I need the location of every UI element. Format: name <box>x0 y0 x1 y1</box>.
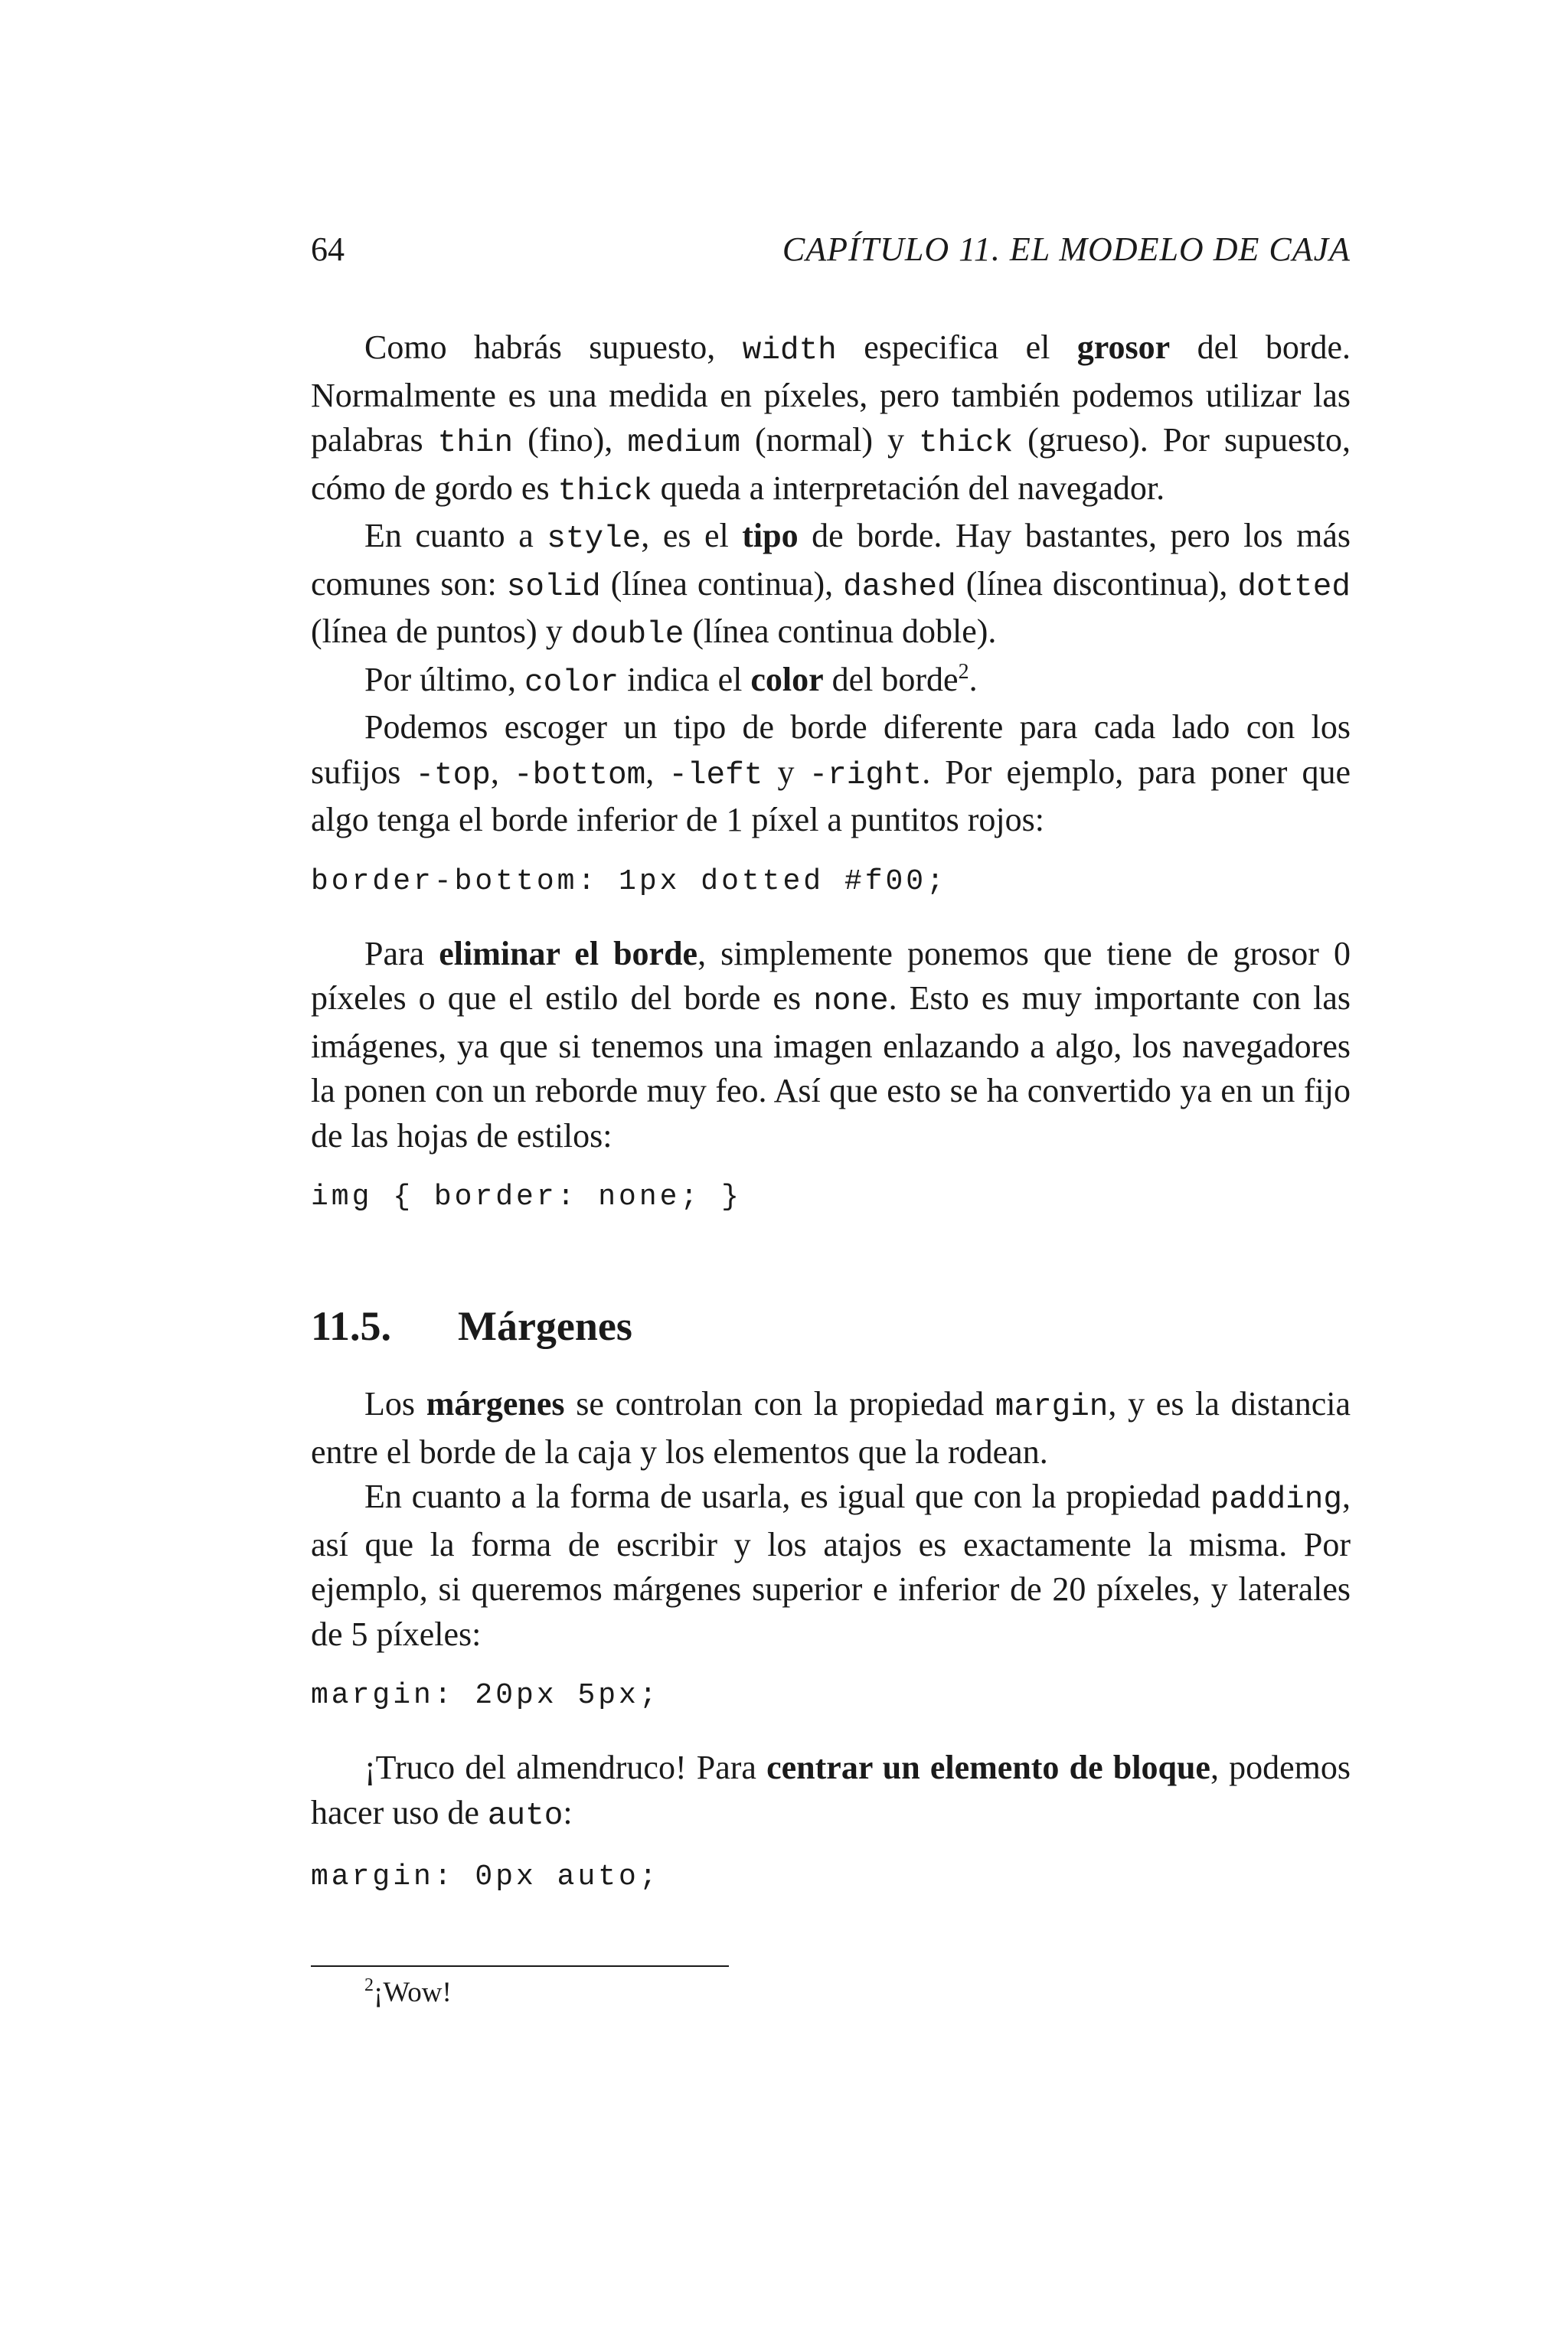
paragraph-margins-intro: Los márgenes se controlan con la propiedad margin, y es la distancia entre el borde de la caja y los elementos que la rodean. <box>311 1385 1351 1471</box>
paragraph-margins-usage: En cuanto a la forma de usarla, es igual que con la propiedad padding, así que la forma de escribir y los atajos es exactamente la misma. Por ejemplo, si queremos márgenes superior e inferior de 20 píxeles, y laterales de 5 píxeles: <box>311 1478 1351 1653</box>
code-border-bottom: border-bottom: 1px dotted #f00; <box>311 864 947 898</box>
paragraph-border-width: Como habrás supuesto, width especifica el grosor del borde. Normalmente es una medida en píxeles, pero también podemos utilizar las palabras thin (fino), medium (normal) y thick (grueso). Por supuesto, cómo de gordo es thick queda a interpretación del navegador. <box>311 328 1351 509</box>
paragraph-border-color: Por último, color indica el color del borde$^2$. <box>364 659 978 701</box>
section-heading <box>311 1299 1351 1353</box>
footnote-reference[interactable]: 2 <box>958 659 969 684</box>
footnote-text: ¡Wow! <box>374 1977 452 2008</box>
running-header <box>311 230 1351 276</box>
code-margin-auto: margin: 0px auto; <box>311 1860 660 1893</box>
paragraph-border-style: En cuanto a style, es el tipo de borde. Hay bastantes, pero los más comunes son: solid (línea continua), dashed (línea discontinua), dotted (línea de puntos) y double (línea continua doble). <box>311 517 1351 652</box>
footnote <box>311 1975 1351 2011</box>
code-img-border: img { border: none; } <box>311 1181 742 1214</box>
paragraph-center-trick: ¡Truco del almendruco! Para centrar un elemento de bloque, podemos hacer uso de auto: <box>311 1749 1351 1834</box>
footnote-mark: 2 <box>364 1975 374 1995</box>
section-title: Márgenes <box>458 1303 632 1349</box>
code-margin-20-5: margin: 20px 5px; <box>311 1679 660 1712</box>
paragraph-remove-border: Para eliminar el borde, simplemente ponemos que tiene de grosor 0 píxeles o que el estilo del borde es none. Esto es muy importante con las imágenes, ya que si tenemos una imagen enlazando a algo, los navegadores la ponen con un reborde muy feo. Así que esto se ha convertido ya en un fijo de las hojas de estilos: <box>311 934 1351 1155</box>
book-page <box>311 230 1351 2011</box>
page-number: 64 <box>311 230 345 268</box>
chapter-title: CAPÍTULO 11. EL MODELO DE CAJA <box>782 230 1351 268</box>
paragraph-border-sides: Podemos escoger un tipo de borde diferente para cada lado con los sufijos -top, -bottom, -left y -right. Por ejemplo, para poner que algo tenga el borde inferior de 1 píxel a puntitos rojos: <box>311 708 1351 838</box>
section-number: 11.5. <box>311 1303 392 1349</box>
